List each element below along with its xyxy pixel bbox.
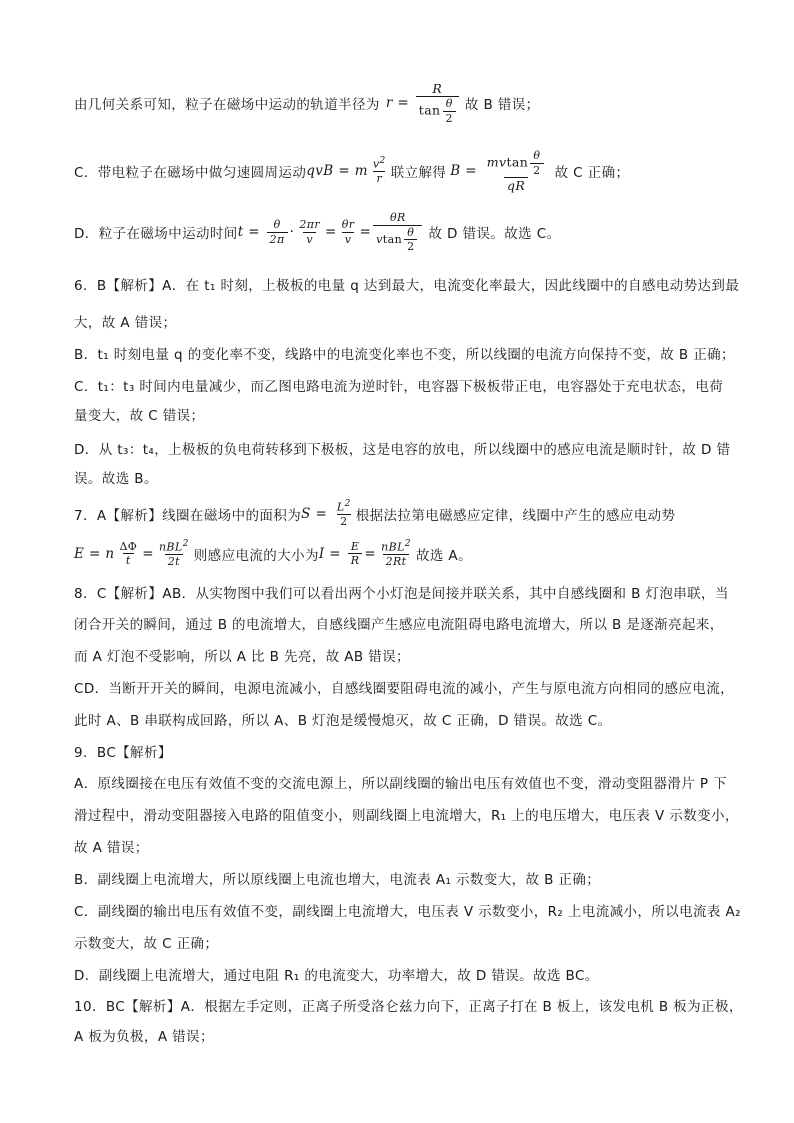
text: 则感应电流的大小为 bbox=[193, 547, 319, 564]
text: 9．BC【解析】 bbox=[74, 745, 172, 761]
text: C．副线圈的输出电压有效值不变，副线圈上电流增大，电压表 V 示数变小，R₂ 上电流减小，所以电流表 A₂ bbox=[74, 904, 741, 920]
answer-6-line bbox=[74, 438, 734, 458]
answer-9-line bbox=[74, 964, 734, 984]
formula-emf: E = n $\frac{\Delta\Phi}{t}$ = $\frac{nBL^2}{2t}$ bbox=[74, 539, 189, 569]
text: 故选 A。 bbox=[415, 547, 472, 564]
formula-current: I = $\frac{E}{R}$ = $\frac{nBL^2}{2Rt}$ bbox=[318, 539, 411, 569]
answer-8-line bbox=[74, 709, 734, 729]
text: 8．C【解析】AB．从实物图中我们可以看出两个小灯泡是间接并联关系，其中自感线圈和 B 灯泡串联，当 bbox=[74, 586, 729, 602]
text: 10．BC【解析】A．根据左手定则，正离子所受洛仑兹力向下，正离子打在 B 板上，该发电机 B 板为正极， bbox=[74, 999, 743, 1015]
answer-6-line bbox=[74, 311, 734, 331]
answer-9-line bbox=[74, 868, 734, 888]
text: 根据法拉第电磁感应定律，线圈中产生的感应电动势 bbox=[355, 507, 676, 524]
text: 闭合开关的瞬间，通过 B 的电流增大，自感线圈产生感应电流阻碍电路电流增大，所以 B 是逐渐亮起来， bbox=[74, 617, 724, 633]
text: 故 D 错误。故选 C。 bbox=[428, 226, 561, 243]
answer-7-line bbox=[74, 500, 734, 528]
answer-6-line bbox=[74, 343, 734, 363]
text: 故 A 错误； bbox=[74, 840, 149, 856]
text: D．副线圈上电流增大，通过电阻 R₁ 的电流变大，功率增大，故 D 错误。故选 BC。 bbox=[74, 968, 599, 984]
answer-9-line bbox=[74, 804, 739, 824]
solution-line-c bbox=[74, 150, 734, 192]
text: 6．B【解析】A．在 t₁ 时刻，上极板的电量 q 达到最大，电流变化率最大，因此线圈中的自感电动势达到最 bbox=[74, 278, 740, 294]
solution-line-d bbox=[74, 212, 734, 253]
text: 联立解得 bbox=[390, 165, 447, 182]
answer-8-line bbox=[74, 613, 734, 633]
answer-6-line bbox=[74, 404, 734, 424]
solution-line-radius bbox=[74, 82, 734, 124]
text: A 板为负极，A 错误； bbox=[74, 1029, 214, 1045]
text: 大，故 A 错误； bbox=[74, 315, 177, 331]
text: B．t₁ 时刻电量 q 的变化率不变，线路中的电流变化率也不变，所以线圈的电流方向保持不变，故 B 正确； bbox=[74, 347, 735, 363]
formula-radius: r = R tan $\frac{\theta}{2}$ bbox=[386, 82, 461, 124]
formula-b: B = mvtan $\frac{\theta}{2}$ qR bbox=[450, 150, 550, 192]
formula-time: t = $\frac{\theta}{2\pi}$ · $\frac{2\pi r}{v}$ = $\frac{\theta r}{v}$ = θR vtan $\frac{\theta}{2}$ bbox=[238, 212, 425, 253]
answer-8-line bbox=[74, 582, 734, 602]
text: 故 C 正确； bbox=[554, 165, 630, 182]
text: 量变大，故 C 错误； bbox=[74, 408, 205, 424]
answer-8-line bbox=[74, 677, 734, 697]
answer-10-line bbox=[74, 995, 743, 1015]
formula-lorentz: qvB = m $\frac{v^2}{r}$ bbox=[306, 156, 386, 186]
answer-6-line bbox=[74, 467, 734, 487]
text: 故 B 错误； bbox=[464, 97, 540, 114]
text: B．副线圈上电流增大，所以原线圈上电流也增大，电流表 A₁ 示数变大，故 B 正确； bbox=[74, 872, 601, 888]
answer-8-line bbox=[74, 645, 734, 665]
answer-10-line bbox=[74, 1025, 734, 1045]
answer-9-line bbox=[74, 932, 734, 952]
answer-9-line bbox=[74, 741, 734, 761]
text: 示数变大，故 C 正确； bbox=[74, 936, 219, 952]
text: 滑过程中，滑动变阻器接入电路的阻值变小，则副线圈上电流增大，R₁ 上的电压增大，电压表 V 示数变小， bbox=[74, 808, 739, 824]
text: C．t₁：t₃ 时间内电量减少，而乙图电路电流为逆时针，电容器下极板带正电，电容器处于充电状态，电荷 bbox=[74, 379, 724, 395]
answer-6-line bbox=[74, 274, 740, 294]
text: 而 A 灯泡不受影响，所以 A 比 B 先亮，故 AB 错误； bbox=[74, 649, 410, 665]
answer-9-line bbox=[74, 900, 741, 920]
text: 误。故选 B。 bbox=[74, 471, 158, 487]
formula-area: S = $\frac{L^2}{2}$ bbox=[301, 499, 351, 529]
answer-9-line bbox=[74, 836, 734, 856]
text: C．带电粒子在磁场中做匀速圆周运动 bbox=[74, 165, 307, 182]
text: 由几何关系可知，粒子在磁场中运动的轨道半径为 bbox=[74, 97, 380, 114]
text: 7．A【解析】线圈在磁场中的面积为 bbox=[74, 507, 302, 524]
text: A．原线圈接在电压有效值不变的交流电源上，所以副线圈的输出电压有效值也不变，滑动变阻器滑片 P 下 bbox=[74, 776, 728, 792]
text: CD．当断开开关的瞬间，电源电流减小，自感线圈要阻碍电流的减小，产生与原电流方向相同的感应电流， bbox=[74, 681, 735, 697]
text: 此时 A、B 串联构成回路，所以 A、B 灯泡是缓慢熄灭，故 C 正确，D 错误。故选 C。 bbox=[74, 713, 612, 729]
text: D．从 t₃：t₄，上极板的负电荷转移到下极板，这是电容的放电，所以线圈中的感应电流是顺时针，故 D 错 bbox=[74, 442, 731, 458]
answer-9-line bbox=[74, 772, 734, 792]
answer-7-line bbox=[74, 540, 734, 568]
text: D．粒子在磁场中运动时间 bbox=[74, 226, 238, 243]
answer-6-line bbox=[74, 375, 734, 395]
